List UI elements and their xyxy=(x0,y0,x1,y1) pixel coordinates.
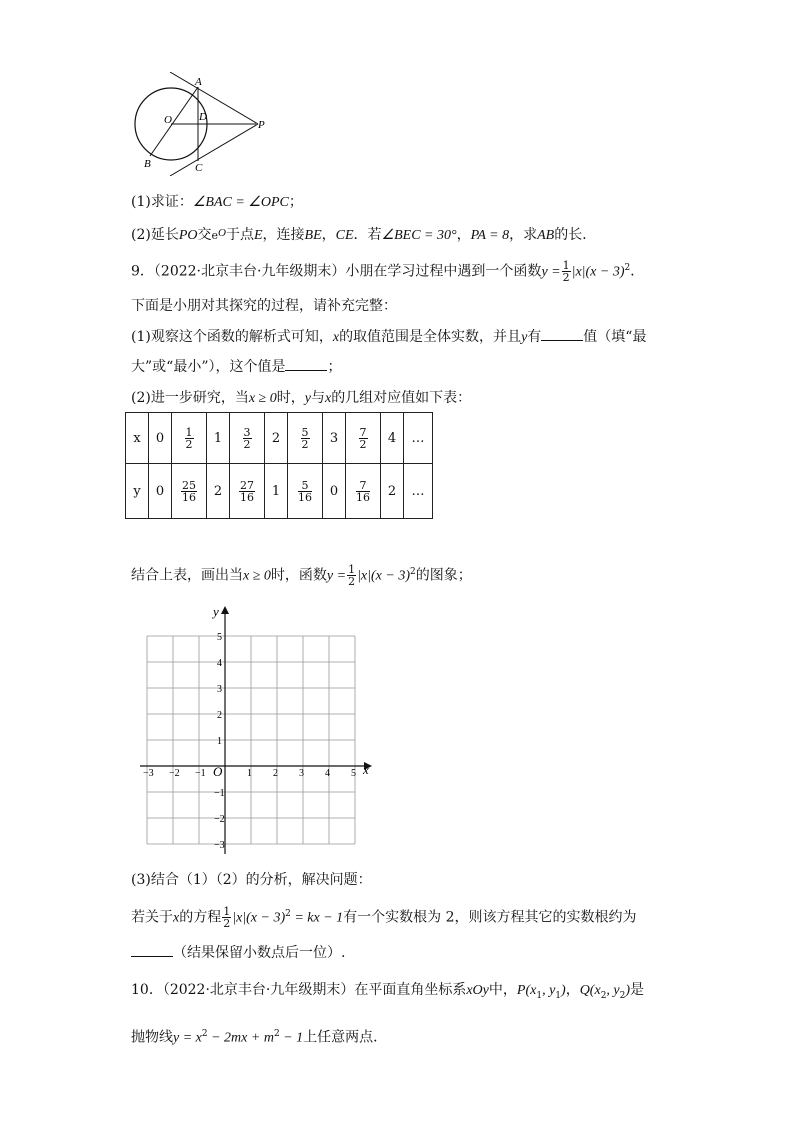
table-cell: 2 xyxy=(381,464,404,519)
table-cell: x xyxy=(126,413,149,464)
q9-part3-answer: （结果保留小数点后一位）. xyxy=(131,942,345,963)
q9-header: 9．（2022·北京丰台·九年级期末）小朋在学习过程中遇到一个函数y = $\frac{1}{2}$ $|x|(x - 3)^2$． xyxy=(131,259,645,285)
y-tick-label: −3 xyxy=(214,840,225,851)
q8-part1: (1)求证：∠BAC = ∠OPC； xyxy=(131,194,303,210)
y-axis-arrow xyxy=(221,606,229,614)
table-cell: $\frac{25}{16}$ xyxy=(172,464,207,519)
x-tick-label: −3 xyxy=(143,768,154,779)
table-cell: 2 xyxy=(265,413,288,464)
x-tick-label: −1 xyxy=(195,768,206,779)
label-o: O xyxy=(164,114,172,126)
label-p: P xyxy=(258,119,265,131)
tangent-pa xyxy=(170,72,258,124)
label-a: A xyxy=(195,76,202,88)
table-cell: $\frac{3}{2}$ xyxy=(230,413,265,464)
y-tick-label: 3 xyxy=(217,684,222,695)
table-row-y xyxy=(126,464,433,519)
table-row-x xyxy=(126,413,433,464)
y-tick-label: 5 xyxy=(217,632,222,643)
value-table xyxy=(125,412,433,519)
table-cell: 3 xyxy=(323,413,346,464)
q9-part3: (3)结合（1）（2）的分析，解决问题： xyxy=(131,872,372,888)
tangent-pc xyxy=(170,124,258,176)
fraction-half: $\frac{1}{2}$ xyxy=(562,259,570,285)
answer-blank-2[interactable] xyxy=(285,356,327,371)
table-cell: $\frac{5}{16}$ xyxy=(288,464,323,519)
q10-line2: 抛物线$y = x^2 - 2mx + m^2 - 1$上任意两点． xyxy=(131,1029,388,1046)
q9-intro: 下面是小朋对其探究的过程，请补充完整： xyxy=(131,298,397,314)
answer-blank-3[interactable] xyxy=(131,942,173,957)
y-axis-label: y xyxy=(213,604,219,619)
x-tick-label: 4 xyxy=(325,768,330,779)
table-cell: $\frac{1}{2}$ xyxy=(172,413,207,464)
y-tick-label: 1 xyxy=(217,736,222,747)
x-tick-label: 2 xyxy=(273,768,278,779)
q10-header: 10．（2022·北京丰台·九年级期末）在平面直角坐标系xOy中，$P(x_1$, $y_1$)，$Q(x_2$, $y_2$)是 xyxy=(131,982,645,1001)
table-cell: 0 xyxy=(149,413,172,464)
q9-part1-line1: (1)观察这个函数的解析式可知，x的取值范围是全体实数，并且y有 值（填“最 xyxy=(131,326,646,348)
answer-blank-1[interactable] xyxy=(541,326,583,341)
x-tick-label: 3 xyxy=(299,768,304,779)
table-cell: 4 xyxy=(381,413,404,464)
q9-part1-line2: 大”或“最小”），这个值是 ； xyxy=(131,356,341,377)
y-tick-label: −2 xyxy=(214,814,225,825)
table-cell: $\frac{7}{2}$ xyxy=(346,413,381,464)
table-cell: 0 xyxy=(323,464,346,519)
table-cell: 1 xyxy=(207,413,230,464)
y-tick-label: 4 xyxy=(217,658,222,669)
x-tick-label: 1 xyxy=(247,768,252,779)
table-cell: 1 xyxy=(265,464,288,519)
table-cell: … xyxy=(404,413,433,464)
table-cell: $\frac{27}{16}$ xyxy=(230,464,265,519)
diameter-ab xyxy=(150,87,198,156)
q9-part2: (2)进一步研究，当x ≥ 0时，y与x的几组对应值如下表： xyxy=(131,390,472,406)
label-d: D xyxy=(199,111,207,123)
q8-part2: (2)延长PO交$e^O$于点E，连接BE，CE．若∠BEC = 30°，PA = 8，求AB的长． xyxy=(131,227,597,243)
table-cell: $\frac{5}{2}$ xyxy=(288,413,323,464)
label-c: C xyxy=(195,162,203,174)
q9-draw-instruction: 结合上表，画出当x ≥ 0时，函数y = $\frac{1}{2}$ $|x|(x - 3)^2$的图象； xyxy=(131,563,472,589)
y-tick-label: −1 xyxy=(214,788,225,799)
table-cell: 2 xyxy=(207,464,230,519)
label-b: B xyxy=(144,158,151,170)
circle-tangent-figure xyxy=(128,72,273,176)
q9-part3-question: 若关于x的方程 $\frac{1}{2}$ $|x|(x - 3)^2$ = kx − 1有一个实数根为 2，则该方程其它的实数根约为 xyxy=(131,905,637,931)
origin-label: O xyxy=(213,764,223,779)
y-tick-label: 2 xyxy=(217,710,222,721)
x-axis-label: x xyxy=(363,762,369,777)
table-cell: … xyxy=(404,464,433,519)
table-cell: $\frac{7}{16}$ xyxy=(346,464,381,519)
table-cell: y xyxy=(126,464,149,519)
coordinate-grid[interactable] xyxy=(138,600,378,858)
x-tick-label: −2 xyxy=(169,768,180,779)
x-tick-label: 5 xyxy=(351,768,356,779)
table-cell: 0 xyxy=(149,464,172,519)
